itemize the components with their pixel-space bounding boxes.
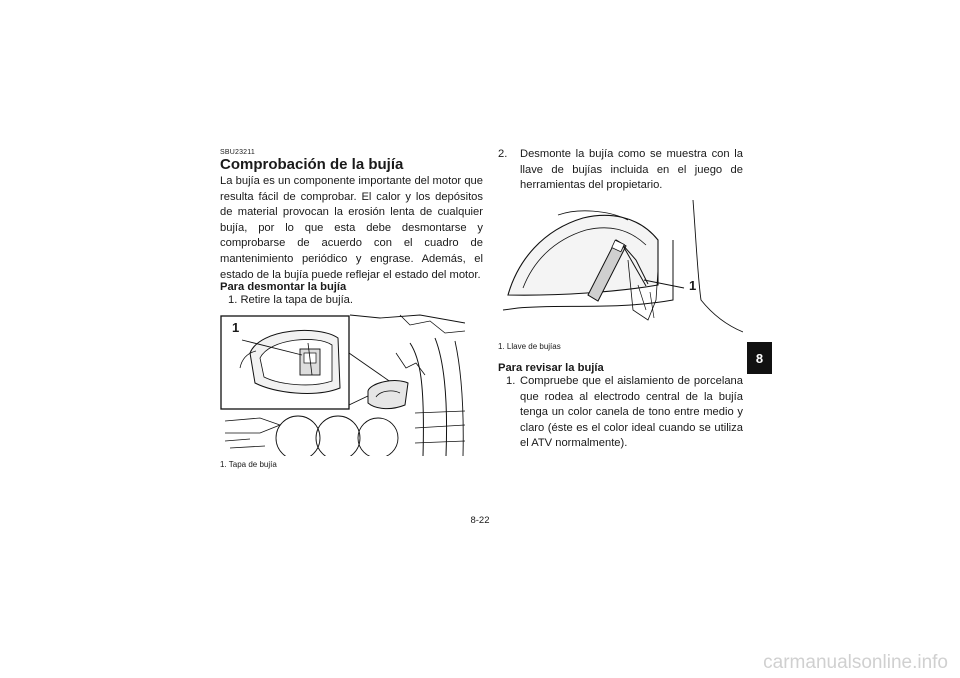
step-number: 1. <box>506 375 516 387</box>
chapter-tab: 8 <box>747 342 772 374</box>
page-number: 8-22 <box>470 515 490 526</box>
section-title: Comprobación de la bujía <box>220 156 404 173</box>
step-remove-plug <box>498 147 743 194</box>
step-check-insulator <box>498 374 743 452</box>
subheading-remove: Para desmontar la bujía <box>220 281 347 293</box>
watermark: carmanualsonline.info <box>763 652 948 673</box>
figure-label-right: 1 <box>689 278 697 293</box>
section-code: SBU23211 <box>220 149 255 156</box>
step-text: Desmonte la bujía como se muestra con la llave de bujías incluida en el juego de herramientas del propietario. <box>520 148 743 192</box>
step-text: Compruebe que el aislamiento de porcelana que rodea al electrodo central de la bujía tenga un color canela de tono entre medio y claro (éste es el color ideal cuando se utiliza el ATV normalmente). <box>520 375 743 450</box>
intro-paragraph: La bujía es un componente importante del motor que resulta fácil de comprobar. El calor y los depósitos de material provocan la erosión lenta de cualquier bujía, por lo que esta debe desmontarse y comprobarse de acuerdo con el cuadro de mantenimiento periódico y engrase. Además, el estado de la bujía puede reflejar el estado del motor. <box>220 175 483 281</box>
figure-spark-plug-cap <box>220 313 465 456</box>
step-remove-cap: 1. Retire la tapa de bujía. <box>228 294 354 306</box>
caption-left: 1. Tapa de bujía <box>220 460 277 469</box>
caption-right: 1. Llave de bujías <box>498 342 561 351</box>
step-number: 2. <box>498 148 508 160</box>
figure-label-left: 1 <box>232 320 240 335</box>
subheading-check: Para revisar la bujía <box>498 362 604 374</box>
figure-spark-plug-wrench <box>498 200 743 335</box>
